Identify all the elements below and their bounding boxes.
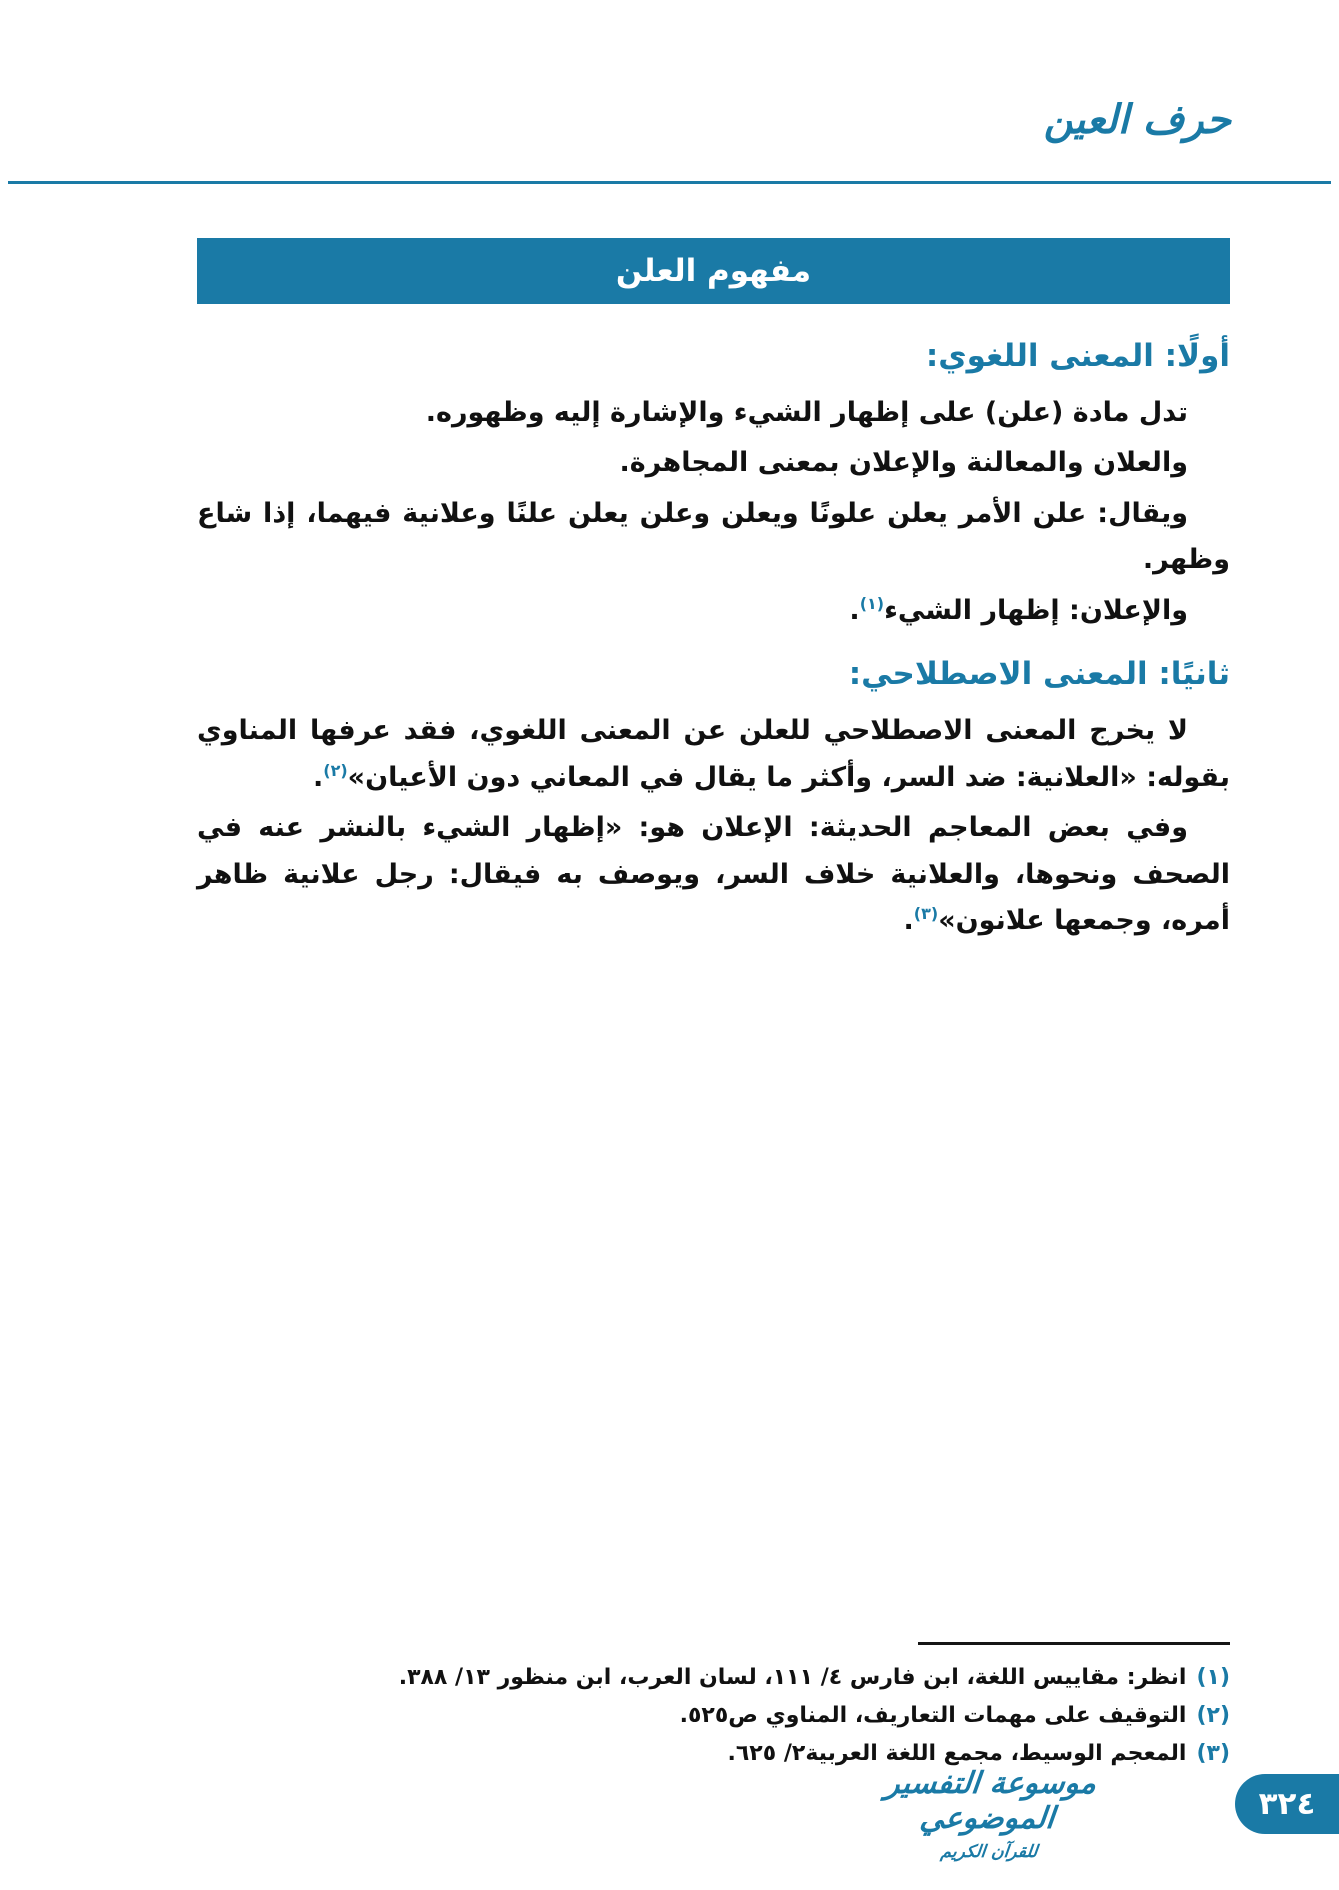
- paragraph-text: .: [313, 761, 324, 793]
- publisher-logo: [839, 1766, 1139, 1862]
- header-rule: [8, 181, 1331, 184]
- paragraph-text: وفي بعض المعاجم الحديثة: الإعلان هو: «إظهار الشيء بالنشر عنه في الصحف ونحوها، والعلانية خلاف السر، ويوصف به فيقال: رجل علانية ظاهر أمره، وجمعها علانون»: [197, 812, 1230, 936]
- paragraph: [197, 588, 1230, 634]
- section-heading-lexical: أولًا: المعنى اللغوي:: [925, 338, 1230, 374]
- paragraph: والعلان والمعالنة والإعلان بمعنى المجاهرة.: [619, 447, 1188, 479]
- footnote-ref: (٣): [913, 903, 939, 923]
- publisher-logo-subtitle: للقرآن الكريم: [939, 1842, 1039, 1862]
- footnotes-block: [197, 1642, 1230, 1772]
- footnote-number: (١): [1196, 1665, 1230, 1690]
- footnote-number: (٣): [1196, 1740, 1230, 1766]
- footnote-item: [197, 1659, 1230, 1697]
- footnote-text: المعجم الوسيط، مجمع اللغة العربية٢/ ٦٢٥.: [727, 1740, 1187, 1766]
- publisher-logo-title: موسوعة التفسير الموضوعي: [883, 1766, 1099, 1836]
- paragraph-text: لا يخرج المعنى الاصطلاحي للعلن عن المعنى اللغوي، فقد عرفها المناوي بقوله: «العلانية: ضد السر، وأكثر ما يقال في المعاني دون الأعيان»: [197, 715, 1230, 793]
- paragraph: تدل مادة (علن) على إظهار الشيء والإشارة إليه وظهوره.: [425, 397, 1188, 428]
- paragraph: ويقال: علن الأمر يعلن علونًا ويعلن وعلن يعلن علنًا وعلانية فيهما، إذا شاع وظهر.: [197, 497, 1230, 576]
- section-banner: مفهوم العلن: [197, 238, 1230, 304]
- content-column: [197, 238, 1230, 948]
- footnote-text: التوقيف على مهمات التعاريف، المناوي ص٥٢٥.: [679, 1702, 1187, 1728]
- section-heading-terminological: ثانيًا: المعنى الاصطلاحي:: [848, 656, 1230, 693]
- footnote-number: (٢): [1196, 1702, 1230, 1728]
- footnote-text: انظر: مقاييس اللغة، ابن فارس ٤/ ١١١، لسان العرب، ابن منظور ١٣/ ٣٨٨.: [398, 1665, 1187, 1690]
- footnote-ref: (١): [859, 593, 885, 613]
- paragraph-text: والإعلان: إظهار الشيء: [884, 594, 1188, 626]
- chapter-header: حرف العين: [1043, 96, 1231, 143]
- paragraph: [197, 708, 1230, 801]
- paragraph-text: .: [849, 594, 860, 626]
- page-number-badge: ٣٢٤: [1235, 1774, 1339, 1834]
- footnote-ref: (٢): [323, 760, 348, 780]
- paragraph-text: .: [903, 904, 914, 936]
- footnotes-separator: [918, 1642, 1230, 1645]
- paragraph: [197, 805, 1230, 944]
- footnote-item: [197, 1697, 1230, 1735]
